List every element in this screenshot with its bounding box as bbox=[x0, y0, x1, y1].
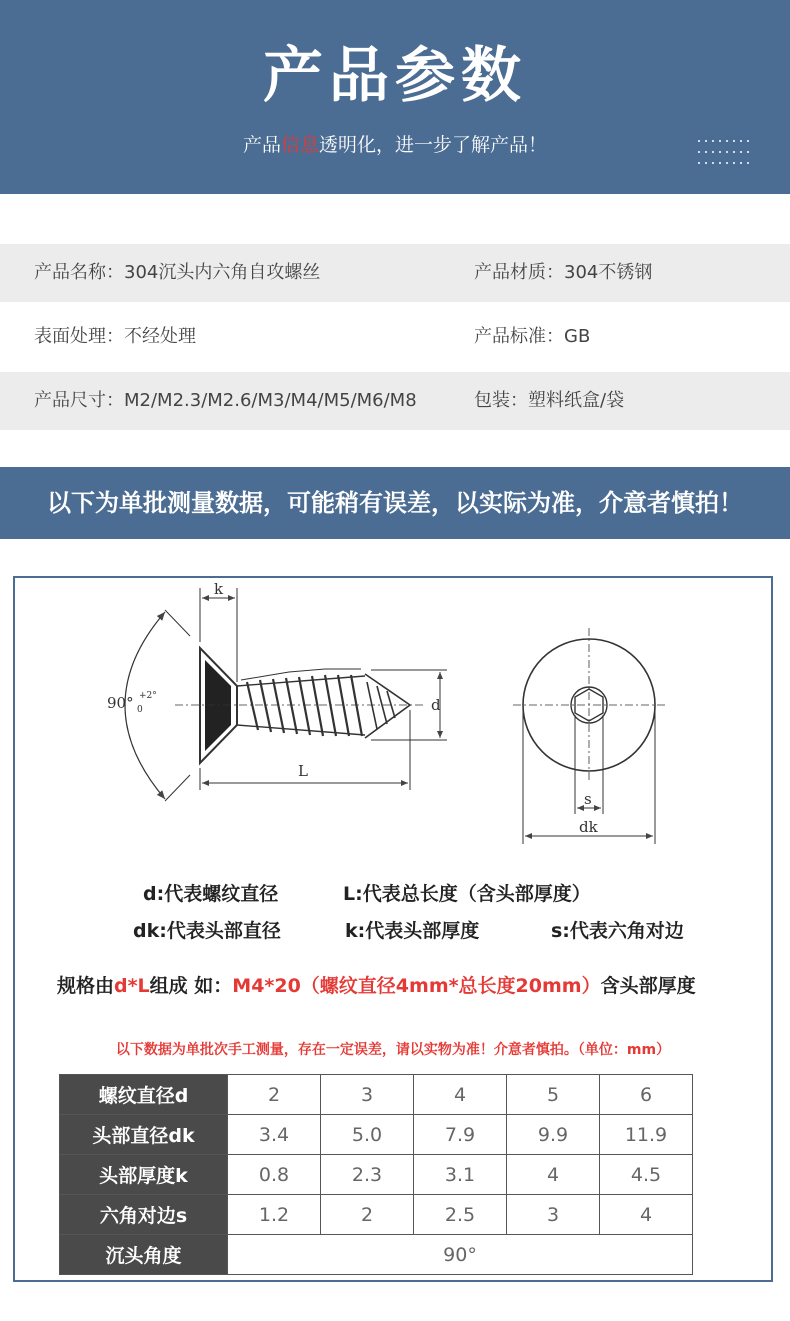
spec-table bbox=[59, 1074, 693, 1275]
table-cell: 5 bbox=[507, 1075, 600, 1115]
product-name: 产品名称：304沉头内六角自攻螺丝 bbox=[34, 262, 321, 283]
table-cell: 1.2 bbox=[228, 1195, 321, 1235]
table-cell: 2 bbox=[321, 1195, 414, 1235]
table-cell: 3 bbox=[507, 1195, 600, 1235]
table-row bbox=[60, 1235, 693, 1275]
table-row bbox=[60, 1115, 693, 1155]
row-label: 头部厚度k bbox=[60, 1155, 228, 1195]
table-cell: 4 bbox=[600, 1195, 693, 1235]
subtitle-prefix: 产品 bbox=[242, 134, 281, 156]
label-angle-tol: +2° bbox=[139, 691, 157, 701]
info-row-2 bbox=[0, 308, 790, 366]
row-label: 六角对边s bbox=[60, 1195, 228, 1235]
table-cell: 6 bbox=[600, 1075, 693, 1115]
table-cell: 3 bbox=[321, 1075, 414, 1115]
page-subtitle bbox=[0, 130, 790, 157]
table-cell: 2.3 bbox=[321, 1155, 414, 1195]
label-s: s bbox=[584, 790, 592, 808]
measurement-note: 以下数据为单批次手工测量，存在一定误差，请以实物为准！介意者慎拍。（单位：mm） bbox=[115, 1042, 671, 1058]
table-cell: 4 bbox=[507, 1155, 600, 1195]
measurement-banner: 以下为单批测量数据，可能稍有误差，以实际为准，介意者慎拍！ bbox=[0, 467, 790, 539]
table-cell: 3.1 bbox=[414, 1155, 507, 1195]
row-label: 螺纹直径d bbox=[60, 1075, 228, 1115]
spec-formula: 规格由d*L组成 如：M4*20（螺纹直径4mm*总长度20mm）含头部厚度 bbox=[57, 975, 696, 997]
dots-decoration-icon bbox=[697, 138, 753, 166]
table-cell: 3.4 bbox=[228, 1115, 321, 1155]
product-material: 产品材质：304不锈钢 bbox=[474, 262, 653, 283]
spec-frame bbox=[13, 576, 773, 1282]
label-k: k bbox=[214, 580, 224, 598]
legend-s: s:代表六角对边 bbox=[551, 920, 684, 942]
row-label: 沉头角度 bbox=[60, 1235, 228, 1275]
subtitle-highlight: 信息 bbox=[280, 134, 319, 156]
table-cell: 90° bbox=[228, 1235, 693, 1275]
table-cell: 0.8 bbox=[228, 1155, 321, 1195]
legend-L: L:代表总长度（含头部厚度） bbox=[343, 883, 591, 905]
label-angle: 90° bbox=[107, 694, 134, 712]
screw-drawing bbox=[15, 578, 771, 878]
legend-d: d:代表螺纹直径 bbox=[143, 883, 279, 905]
product-size: 产品尺寸：M2/M2.3/M2.6/M3/M4/M5/M6/M8 bbox=[34, 390, 417, 411]
table-row bbox=[60, 1155, 693, 1195]
label-L: L bbox=[298, 762, 308, 780]
product-package: 包装：塑料纸盒/袋 bbox=[474, 390, 625, 411]
header-banner bbox=[0, 0, 790, 194]
label-angle-tol-low: 0 bbox=[137, 705, 143, 715]
table-cell: 11.9 bbox=[600, 1115, 693, 1155]
subtitle-suffix: 透明化，进一步了解产品！ bbox=[319, 134, 548, 156]
table-cell: 2 bbox=[228, 1075, 321, 1115]
info-row-1 bbox=[0, 244, 790, 302]
table-row bbox=[60, 1075, 693, 1115]
product-surface: 表面处理：不经处理 bbox=[34, 326, 196, 347]
table-cell: 4.5 bbox=[600, 1155, 693, 1195]
table-cell: 7.9 bbox=[414, 1115, 507, 1155]
label-d: d bbox=[431, 696, 441, 714]
row-label: 头部直径dk bbox=[60, 1115, 228, 1155]
label-dk: dk bbox=[579, 818, 598, 836]
table-row bbox=[60, 1195, 693, 1235]
page-title: 产品参数 bbox=[263, 41, 527, 111]
legend-dk: dk:代表头部直径 bbox=[133, 920, 281, 942]
info-row-3 bbox=[0, 372, 790, 430]
legend-k: k:代表头部厚度 bbox=[345, 920, 480, 942]
table-cell: 9.9 bbox=[507, 1115, 600, 1155]
table-cell: 4 bbox=[414, 1075, 507, 1115]
table-cell: 2.5 bbox=[414, 1195, 507, 1235]
table-cell: 5.0 bbox=[321, 1115, 414, 1155]
product-standard: 产品标准：GB bbox=[474, 326, 591, 347]
